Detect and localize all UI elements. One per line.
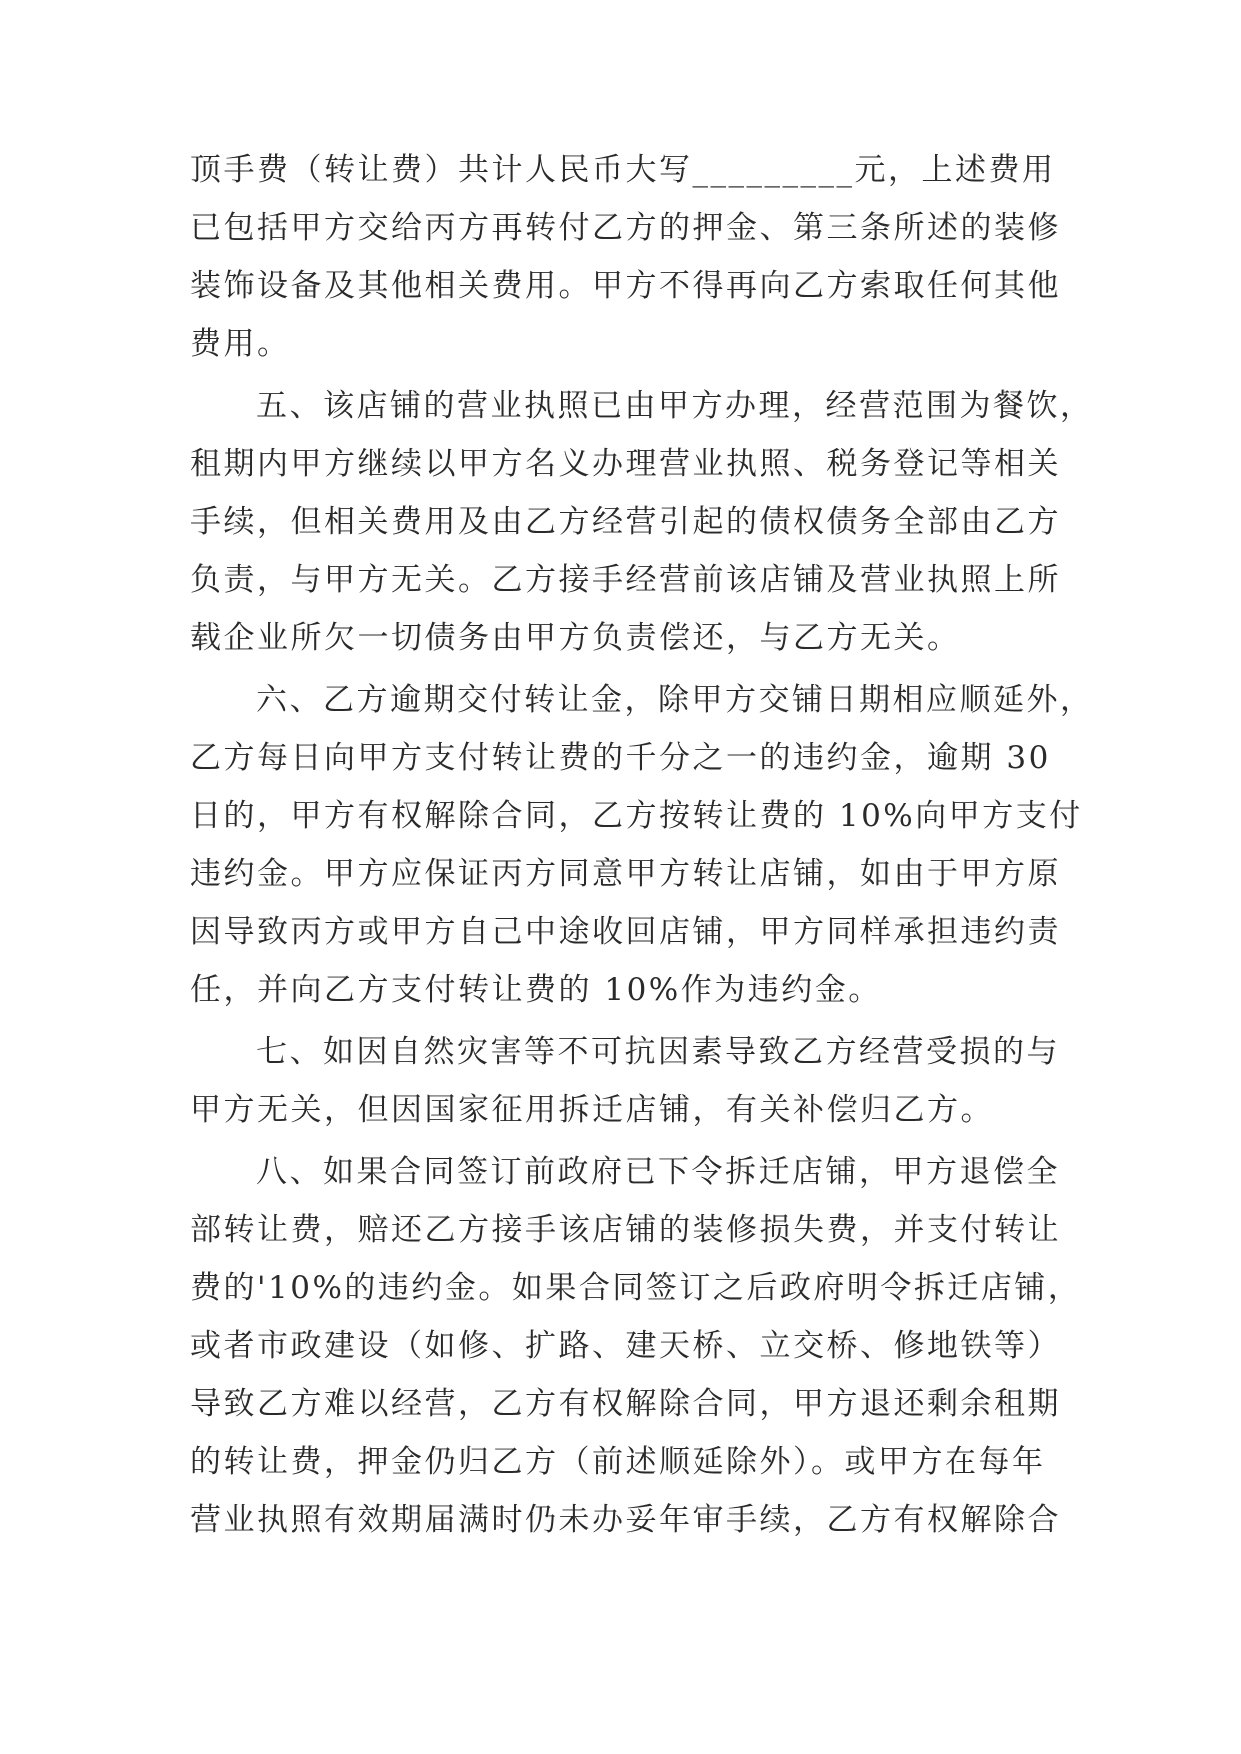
text-line: 导致乙方难以经营，乙方有权解除合同，甲方退还剩余租期 — [190, 1386, 1061, 1422]
text-line: 已包括甲方交给丙方再转付乙方的押金、第三条所述的装修 — [190, 210, 1061, 246]
text-line: 或者市政建设（如修、扩路、建天桥、立交桥、修地铁等） — [190, 1328, 1061, 1364]
text-line: 的转让费，押金仍归乙方（前述顺延除外）。或甲方在每年 — [190, 1444, 1046, 1480]
text-line: 负责，与甲方无关。乙方接手经营前该店铺及营业执照上所 — [190, 562, 1061, 598]
paragraph-six-first-line: 六、乙方逾期交付转让金，除甲方交铺日期相应顺延外， — [256, 682, 1094, 718]
paragraph-five-first-line: 五、该店铺的营业执照已由甲方办理，经营范围为餐饮， — [256, 388, 1094, 424]
text-line: 部转让费，赔还乙方接手该店铺的装修损失费，并支付转让 — [190, 1212, 1061, 1248]
paragraph-seven-first-line: 七、如因自然灾害等不可抗因素导致乙方经营受损的与 — [256, 1034, 1060, 1070]
text-line: 乙方每日向甲方支付转让费的千分之一的违约金，逾期 30 — [190, 740, 1051, 776]
text-line: 营业执照有效期届满时仍未办妥年审手续，乙方有权解除合 — [190, 1502, 1061, 1538]
text-line: 违约金。甲方应保证丙方同意甲方转让店铺，如由于甲方原 — [190, 856, 1061, 892]
text-line: 载企业所欠一切债务由甲方负责偿还，与乙方无关。 — [190, 620, 961, 656]
text-line: 日的，甲方有权解除合同，乙方按转让费的 10%向甲方支付 — [190, 798, 1083, 834]
text-line: 手续，但相关费用及由乙方经营引起的债权债务全部由乙方 — [190, 504, 1061, 540]
text-line: 费的'10%的违约金。如果合同签订之后政府明令拆迁店铺， — [190, 1270, 1082, 1306]
text-line: 费用。 — [190, 326, 291, 362]
text-line: 租期内甲方继续以甲方名义办理营业执照、税务登记等相关 — [190, 446, 1061, 482]
text-line: 因导致丙方或甲方自己中途收回店铺，甲方同样承担违约责 — [190, 914, 1061, 950]
text-line: 甲方无关，但因国家征用拆迁店铺，有关补偿归乙方。 — [190, 1092, 994, 1128]
text-line: 任，并向乙方支付转让费的 10%作为违约金。 — [190, 972, 882, 1008]
text-line: 顶手费（转让费）共计人民币大写_________元，上述费用 — [190, 152, 1056, 188]
text-line: 装饰设备及其他相关费用。甲方不得再向乙方索取任何其他 — [190, 268, 1061, 304]
paragraph-eight-first-line: 八、如果合同签订前政府已下令拆迁店铺，甲方退偿全 — [256, 1154, 1060, 1190]
